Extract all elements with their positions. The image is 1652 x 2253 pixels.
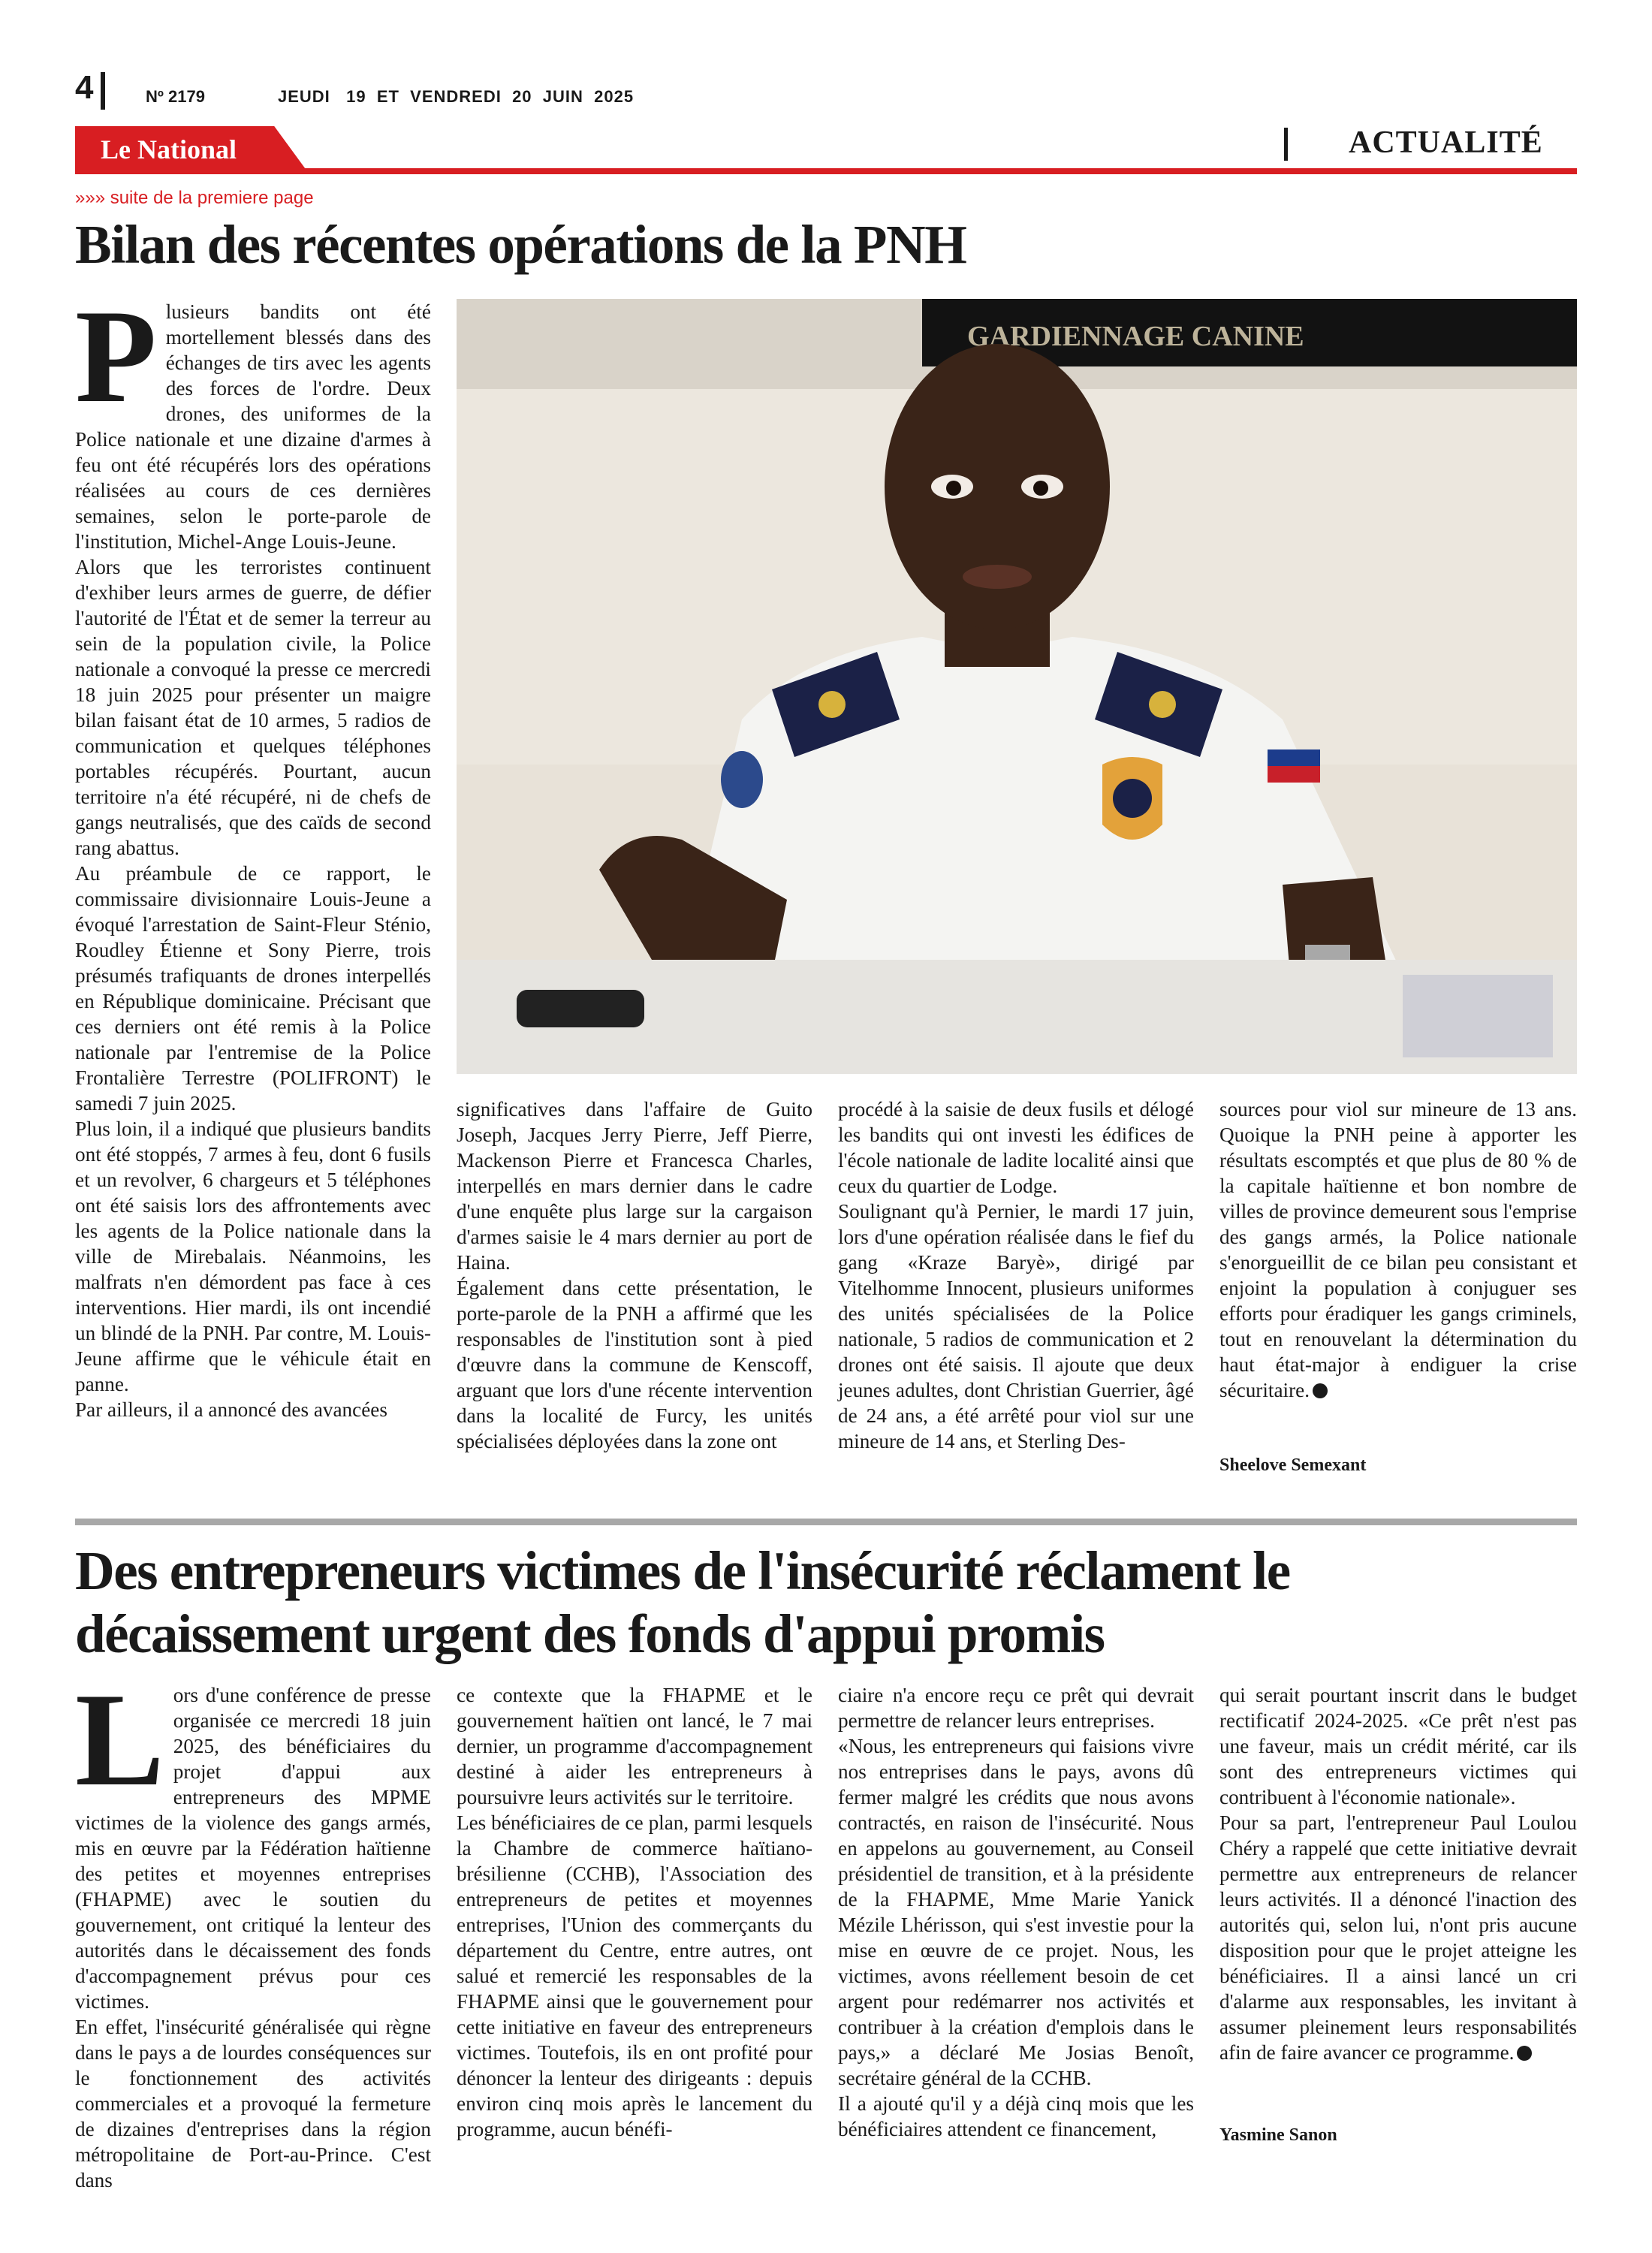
- paragraph: Par ailleurs, il a annoncé des avancées: [75, 1398, 387, 1421]
- article-separator: [75, 1519, 1577, 1525]
- section-divider: [1284, 128, 1288, 161]
- paragraph: ciaire n'a encore reçu ce prêt qui devrait permettre de relancer leurs entreprises.: [838, 1684, 1194, 1732]
- page-number-divider: [101, 72, 105, 110]
- header-rule: [75, 168, 1577, 174]
- paragraph: ce contexte que la FHAPME et le gouvernement haïtien ont lancé, le 7 mai dernier, un programme d'accompagnement destiné à aider les entrepreneurs à poursuivre leurs activités sur le territoire.: [457, 1684, 812, 1808]
- photo-banner-text: GARDIENNAGE CANINE: [967, 321, 1304, 352]
- paragraph: «Nous, les entrepreneurs qui faisions vivre nos entreprises dans le pays, avons dû fermer malgré les crédits que nous avons contractés, en raison de l'insécurité. Nous en appelons au gouvernement, au Conseil présidentiel de transition, et à la présidente de la FHAPME, Mme Marie Yanick Mézile Lhérisson, qui s'est investie pour la mise en œuvre de ce projet. Nous, les victimes, avons réellement besoin de cet argent pour redémarrer nos activités et contribuer à la création d'emplois dans le pays,» a déclaré Me Josias Benoît, secrétaire général de la CCHB.: [838, 1735, 1194, 2089]
- article1-photo: [457, 299, 1577, 1074]
- paragraph-text: sources pour viol sur mineure de 13 ans. Quoique la PNH peine à apporter les résultats escomptés et que plus de 80 % de la capitale haïtienne et bon nombre de villes de province demeurent sous l'emprise des gangs armés, la Police nationale s'enorgueillit de ce bilan peu consistant et enjoint la population à conjuguer ses efforts pour éradiquer les gangs criminels, tout en renouvelant la détermination du haut état-major à endiguer la crise sécuritaire.: [1219, 1098, 1577, 1401]
- paragraph: Les bénéficiaires de ce plan, parmi lesquels la Chambre de commerce haïtiano-brésilienne (CCHB), l'Association des entrepreneurs de petites et moyennes entreprises, l'Union des commerçants du département du Centre, entre autres, ont salué et remercié les responsables de la FHAPME ainsi que le gouvernement pour cette initiative en faveur des entrepreneurs victimes. Toutefois, ils en ont profité pour dénoncer la lenteur des dirigeants : depuis environ cinq mois après le lancement du programme, aucun bénéfi-: [457, 1811, 812, 2140]
- paragraph: Également dans cette présentation, le porte-parole de la PNH a affirmé que les responsables de l'institution sont à pied d'œuvre dans la commune de Kenscoff, arguant que lors d'une récente intervention dans la localité de Furcy, les unités spécialisées déployées dans la zone ont: [457, 1277, 812, 1452]
- issue-number: Nº 2179: [146, 87, 205, 106]
- paragraph: Au préambule de ce rapport, le commissaire divisionnaire Louis-Jeune a évoqué l'arrestation de Saint-Fleur Sténio, Roudley Étienne et Sony Pierre, trois présumés trafiquants de drones interpellés en République dominicaine. Précisant que ces derniers ont été remis à la Police nationale par l'entremise de la Police Frontalière Terrestre (POLIFRONT) le samedi 7 juin 2025.: [75, 862, 431, 1114]
- paragraph: qui serait pourtant inscrit dans le budget rectificatif 2024-2025. «Ce prêt n'est pas une faveur, mais un crédit mérité, car ils sont des entrepreneurs victimes qui contribuent à l'économie nationale».: [1219, 1684, 1577, 1808]
- article2-dropcap: L: [75, 1665, 164, 1814]
- article2-headline: Des entrepreneurs victimes de l'insécurité réclament le décaissement urgent des fonds d'appui promis: [75, 1540, 1290, 1664]
- continued-marker: »»» suite de la premiere page: [75, 188, 314, 208]
- section-label: ACTUALITÉ: [1349, 125, 1543, 160]
- paragraph: En effet, l'insécurité généralisée qui règne dans le pays a de lourdes conséquences sur le fonctionnement des activités commerciales et a provoqué la fermeture de dizaines d'entreprises dans la région métropolitaine de Port-au-Prince. C'est dans: [75, 2016, 431, 2191]
- paragraph: ors d'une conférence de presse organisée ce mercredi 18 juin 2025, des bénéficiaires du projet d'appui aux entrepreneurs des MPME victimes de la violence des gangs armés, mis en œuvre par la Fédération haïtienne des petites et moyennes entreprises (FHAPME) avec le soutien du gouvernement, ont critiqué la lenteur des autorités dans le décaissement des fonds d'accompagnement prévus pour ces victimes.: [75, 1684, 431, 2013]
- paragraph-text: Pour sa part, l'entrepreneur Paul Loulou Chéry a rappelé que cette initiative devrait permettre aux entrepreneurs de relancer leurs activités. Il a dénoncé l'inaction des autorités qui, selon lui, n'ont pris aucune disposition pour que le projet atteigne les bénéficiaires. Il a ainsi lancé un cri d'alarme aux responsables, les invitant à assumer pleinement leurs responsabilités afin de faire avancer ce programme.: [1219, 1811, 1577, 2064]
- article2-column-3: [838, 1682, 1194, 2142]
- issue-date: JEUDI 19 ET VENDREDI 20 JUIN 2025: [278, 87, 635, 106]
- paragraph: [1219, 1096, 1577, 1403]
- paragraph: Plus loin, il a indiqué que plusieurs bandits ont été stoppés, 7 armes à feu, dont 6 fusils et un revolver, 6 chargeurs et 5 téléphones ont été saisis lors des affrontements avec les agents de la Police nationale dans la ville de Mirebalais. Néanmoins, les malfrats n'en démordent pas face à ces interventions. Hier mardi, ils ont incendié un blindé de la PNH. Par contre, M. Louis-Jeune affirme que le véhicule était en panne.: [75, 1117, 431, 1395]
- article1-headline: Bilan des récentes opérations de la PNH: [75, 214, 966, 275]
- article2-column-4: [1219, 1682, 1577, 2065]
- end-mark-icon: [1313, 1383, 1328, 1398]
- article2-byline: Yasmine Sanon: [1219, 2125, 1337, 2145]
- article1-column-4: [1219, 1096, 1577, 1403]
- paragraph: Soulignant qu'à Pernier, le mardi 17 juin, lors d'une opération réalisée dans le fief du gang «Kraze Baryè», dirigé par Vitelhomme Innocent, plusieurs uniformes des unités spécialisées de la Police nationale, 5 radios de communication et 2 drones ont été saisis. Il ajoute que deux jeunes adultes, dont Christian Guerrier, âgé de 24 ans, a été arrêté pour viol sur une mineure de 14 ans, et Sterling Des-: [838, 1200, 1194, 1452]
- article2-column-2: [457, 1682, 812, 2142]
- article1-byline: Sheelove Semexant: [1219, 1455, 1367, 1475]
- paragraph: [1219, 1810, 1577, 2065]
- end-mark-icon: [1517, 2046, 1532, 2061]
- article1-column-3: [838, 1096, 1194, 1454]
- article1-dropcap: P: [75, 282, 157, 430]
- paragraph: lusieurs bandits ont été mortellement blessés dans des échanges de tirs avec les agents des forces de l'ordre. Deux drones, des uniformes de la Police nationale et une dizaine d'armes à feu ont été récupérés lors des opérations réalisées au cours de ces dernières semaines, selon le porte-parole de l'institution, Michel-Ange Louis-Jeune.: [75, 300, 431, 553]
- page-number: 4: [75, 69, 94, 106]
- article2-column-1: [75, 1665, 431, 2193]
- article1-column-2: [457, 1096, 812, 1454]
- article1-column-1: [75, 282, 431, 1422]
- paragraph: Il a ajouté qu'il y a déjà cinq mois que les bénéficiaires attendent ce financement,: [838, 2092, 1194, 2140]
- paragraph: significatives dans l'affaire de Guito Joseph, Jacques Jerry Pierre, Jeff Pierre, Mackenson Pierre et Francesca Charles, interpellés en mars dernier dans le cadre d'une enquête plus large sur la cargaison d'armes saisie le 4 mars dernier au port de Haina.: [457, 1098, 812, 1274]
- paragraph: procédé à la saisie de deux fusils et délogé les bandits qui ont investi les édifices de l'école nationale de ladite localité ainsi que ceux du quartier de Lodge.: [838, 1098, 1194, 1197]
- masthead-logo: Le National: [101, 134, 237, 164]
- paragraph: Alors que les terroristes continuent d'exhiber leurs armes de guerre, de défier l'autorité de l'État et de semer la terreur au sein de la population civile, la Police nationale a convoqué la presse ce mercredi 18 juin 2025 pour présenter un maigre bilan faisant état de 10 armes, 5 radios de communication et quelques téléphones portables récupérés. Pourtant, aucun territoire n'a été récupéré, ni de chefs de gangs neutralisés, que des caïds de second rang abattus.: [75, 556, 431, 859]
